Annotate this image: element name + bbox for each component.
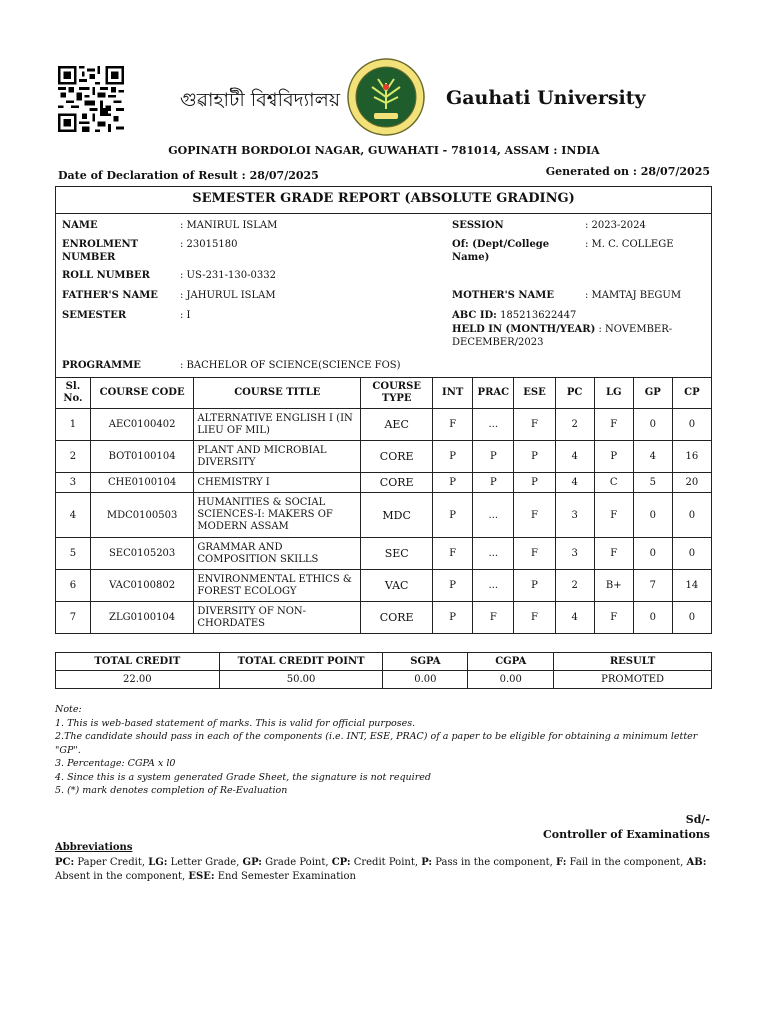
- abbr-desc: Fail in the component,: [566, 857, 687, 868]
- session-value: : 2023-2024: [585, 220, 646, 231]
- university-address: GOPINATH BORDOLOI NAGAR, GUWAHATI - 781014, ASSAM : INDIA: [168, 144, 600, 157]
- abbr-key: CP:: [331, 857, 351, 868]
- cell-lg: F: [594, 493, 633, 538]
- cell-lg: C: [594, 473, 633, 493]
- cell-type: MDC: [361, 493, 433, 538]
- held-label: HELD IN (MONTH/YEAR): [452, 324, 596, 335]
- programme-label: PROGRAMME: [62, 360, 141, 371]
- cell-pc: 4: [555, 441, 594, 473]
- table-row: [56, 570, 712, 602]
- total-credit: 22.00: [56, 671, 220, 689]
- cell-type: CORE: [361, 441, 433, 473]
- abbr-desc: Letter Grade,: [167, 857, 243, 868]
- programme-value: : BACHELOR OF SCIENCE(SCIENCE FOS): [180, 360, 401, 371]
- cell-prac: F: [473, 602, 514, 634]
- table-header-row: [56, 378, 712, 409]
- cell-ese: F: [514, 493, 555, 538]
- cell-code: CHE0100104: [90, 473, 194, 493]
- cell-pc: 3: [555, 493, 594, 538]
- header-cell: LG: [594, 378, 633, 409]
- abbr-key: LG:: [148, 857, 168, 868]
- cell-ese: P: [514, 570, 555, 602]
- header-cell: COURSE TYPE: [361, 378, 433, 409]
- abbreviations-title: Abbreviations: [55, 842, 133, 853]
- cell-type: VAC: [361, 570, 433, 602]
- cell-prac: ...: [473, 570, 514, 602]
- table-row: [56, 409, 712, 441]
- cell-int: P: [433, 602, 473, 634]
- summary-header: CGPA: [468, 653, 554, 671]
- enrolment-label: ENROLMENT NUMBER: [62, 239, 139, 263]
- cell-title: DIVERSITY OF NON-CHORDATES: [194, 602, 361, 634]
- university-name: Gauhati University: [446, 87, 646, 109]
- summary-value-row: [56, 671, 712, 689]
- summary-header-row: [56, 653, 712, 671]
- cell-int: F: [433, 409, 473, 441]
- abbr-desc: End Semester Examination: [214, 871, 356, 882]
- cell-gp: 5: [633, 473, 672, 493]
- cell-prac: ...: [473, 538, 514, 570]
- cell-title: HUMANITIES & SOCIAL SCIENCES-I: MAKERS OF MODERN ASSAM: [194, 493, 361, 538]
- cell-type: CORE: [361, 473, 433, 493]
- header-cell: GP: [633, 378, 672, 409]
- note-line: Note:: [55, 704, 82, 715]
- cell-sl: 5: [56, 538, 91, 570]
- cell-cp: 20: [672, 473, 711, 493]
- father-label: FATHER'S NAME: [62, 290, 158, 301]
- table-row: [56, 538, 712, 570]
- cell-ese: P: [514, 473, 555, 493]
- cell-int: P: [433, 493, 473, 538]
- total-credit-point: 50.00: [219, 671, 383, 689]
- cell-int: P: [433, 441, 473, 473]
- cell-prac: ...: [473, 409, 514, 441]
- cell-ese: P: [514, 441, 555, 473]
- cell-type: SEC: [361, 538, 433, 570]
- abbr-key: F:: [556, 857, 567, 868]
- cell-type: AEC: [361, 409, 433, 441]
- cell-ese: F: [514, 409, 555, 441]
- signature-sd: Sd/-: [685, 813, 710, 826]
- signature-title: Controller of Examinations: [543, 828, 710, 841]
- cell-pc: 2: [555, 570, 594, 602]
- semester-value: : I: [180, 310, 191, 321]
- cell-code: BOT0100104: [90, 441, 194, 473]
- name-value: : MANIRUL ISLAM: [180, 220, 278, 231]
- cell-pc: 4: [555, 602, 594, 634]
- header-cell: COURSE TITLE: [194, 378, 361, 409]
- cell-title: ENVIRONMENTAL ETHICS & FOREST ECOLOGY: [194, 570, 361, 602]
- abc-value: 185213622447: [496, 310, 577, 321]
- summary-header: TOTAL CREDIT POINT: [219, 653, 383, 671]
- abbr-key: GP:: [242, 857, 262, 868]
- held-in: [452, 323, 707, 349]
- header-cell: COURSE CODE: [90, 378, 194, 409]
- cell-cp: 0: [672, 493, 711, 538]
- cell-sl: 6: [56, 570, 91, 602]
- cell-code: AEC0100402: [90, 409, 194, 441]
- session-label: SESSION: [452, 220, 504, 231]
- cell-sl: 3: [56, 473, 91, 493]
- abbr-key: PC:: [55, 857, 75, 868]
- cell-title: CHEMISTRY I: [194, 473, 361, 493]
- roll-value: : US-231-130-0332: [180, 270, 276, 281]
- cell-type: CORE: [361, 602, 433, 634]
- declaration-date: Date of Declaration of Result : 28/07/2025: [58, 169, 319, 182]
- table-row: [56, 493, 712, 538]
- divider: [55, 213, 712, 214]
- summary-header: TOTAL CREDIT: [56, 653, 220, 671]
- table-row: [56, 441, 712, 473]
- note-line: 3. Percentage: CGPA x l0: [55, 758, 176, 769]
- note-line: 5. (*) mark denotes completion of Re-Evaluation: [55, 785, 288, 796]
- cell-gp: 7: [633, 570, 672, 602]
- cell-gp: 0: [633, 538, 672, 570]
- cell-ese: F: [514, 602, 555, 634]
- signature-block: [543, 812, 710, 842]
- summary-header: SGPA: [383, 653, 468, 671]
- cell-sl: 2: [56, 441, 91, 473]
- cell-gp: 0: [633, 493, 672, 538]
- mother-label: MOTHER'S NAME: [452, 290, 554, 301]
- cell-code: MDC0100503: [90, 493, 194, 538]
- cell-code: ZLG0100104: [90, 602, 194, 634]
- cell-prac: P: [473, 473, 514, 493]
- abbr-desc: Credit Point,: [350, 857, 422, 868]
- cell-code: VAC0100802: [90, 570, 194, 602]
- cell-cp: 14: [672, 570, 711, 602]
- cell-int: P: [433, 473, 473, 493]
- mother-value: : MAMTAJ BEGUM: [585, 290, 682, 301]
- header-cell: Sl. No.: [56, 378, 91, 409]
- cell-title: PLANT AND MICROBIAL DIVERSITY: [194, 441, 361, 473]
- course-table: [55, 377, 712, 634]
- summary-table: [55, 652, 712, 689]
- university-seal-icon: [346, 57, 426, 137]
- cell-gp: 0: [633, 409, 672, 441]
- table-row: [56, 473, 712, 493]
- header-cell: PC: [555, 378, 594, 409]
- summary-header: RESULT: [554, 653, 712, 671]
- name-label: NAME: [62, 220, 98, 231]
- abbr-desc: Absent in the component,: [55, 871, 189, 882]
- cell-int: F: [433, 538, 473, 570]
- qr-code: [58, 66, 124, 132]
- report-title: SEMESTER GRADE REPORT (ABSOLUTE GRADING): [192, 191, 575, 206]
- cell-sl: 7: [56, 602, 91, 634]
- cell-ese: F: [514, 538, 555, 570]
- header-cell: INT: [433, 378, 473, 409]
- cell-title: ALTERNATIVE ENGLISH I (IN LIEU OF MIL): [194, 409, 361, 441]
- header-cell: PRAC: [473, 378, 514, 409]
- cell-cp: 16: [672, 441, 711, 473]
- cell-lg: F: [594, 538, 633, 570]
- abbr-desc: Paper Credit,: [74, 857, 149, 868]
- roll-label: ROLL NUMBER: [62, 270, 150, 281]
- cell-cp: 0: [672, 602, 711, 634]
- cgpa: 0.00: [468, 671, 554, 689]
- abc-label: ABC ID:: [452, 310, 497, 321]
- cell-gp: 0: [633, 602, 672, 634]
- enrolment-value: : 23015180: [180, 239, 238, 250]
- cell-cp: 0: [672, 409, 711, 441]
- note-line: 2.The candidate should pass in each of the components (i.e. INT, ESE, PRAC) of a paper to be eligible for obtaining a minimum letter "GP".: [55, 731, 698, 756]
- note-line: 4. Since this is a system generated Grade Sheet, the signature is not required: [55, 771, 431, 783]
- cell-sl: 4: [56, 493, 91, 538]
- cell-gp: 4: [633, 441, 672, 473]
- cell-pc: 2: [555, 409, 594, 441]
- abbr-desc: Pass in the component,: [432, 857, 557, 868]
- notes: [55, 703, 715, 798]
- header-cell: ESE: [514, 378, 555, 409]
- abbr-key: P:: [421, 857, 433, 868]
- abbr-key: AB:: [686, 857, 707, 868]
- cell-int: P: [433, 570, 473, 602]
- cell-pc: 3: [555, 538, 594, 570]
- college-label: Of: (Dept/College Name): [452, 239, 550, 263]
- abc-id: [452, 309, 576, 322]
- cell-pc: 4: [555, 473, 594, 493]
- generated-date: Generated on : 28/07/2025: [545, 165, 710, 178]
- semester-label: SEMESTER: [62, 310, 127, 321]
- cell-title: GRAMMAR AND COMPOSITION SKILLS: [194, 538, 361, 570]
- cell-lg: B+: [594, 570, 633, 602]
- held-value: : NOVEMBER-DECEMBER/2023: [452, 324, 673, 348]
- abbr-key: ESE:: [188, 871, 215, 882]
- abbr-desc: Grade Point,: [261, 857, 332, 868]
- table-row: [56, 602, 712, 634]
- cell-lg: F: [594, 602, 633, 634]
- cell-prac: ...: [473, 493, 514, 538]
- cell-code: SEC0105203: [90, 538, 194, 570]
- college-value: : M. C. COLLEGE: [585, 239, 674, 250]
- sgpa: 0.00: [383, 671, 468, 689]
- father-value: : JAHURUL ISLAM: [180, 290, 276, 301]
- cell-sl: 1: [56, 409, 91, 441]
- result: PROMOTED: [554, 671, 712, 689]
- university-name-bengali: গুৱাহাটী বিশ্ববিদ্যালয়: [180, 89, 341, 111]
- cell-cp: 0: [672, 538, 711, 570]
- cell-lg: P: [594, 441, 633, 473]
- cell-lg: F: [594, 409, 633, 441]
- note-line: 1. This is web-based statement of marks. This is valid for official purposes.: [55, 717, 416, 729]
- cell-prac: P: [473, 441, 514, 473]
- abbreviations-text: [55, 856, 715, 884]
- header-cell: CP: [672, 378, 711, 409]
